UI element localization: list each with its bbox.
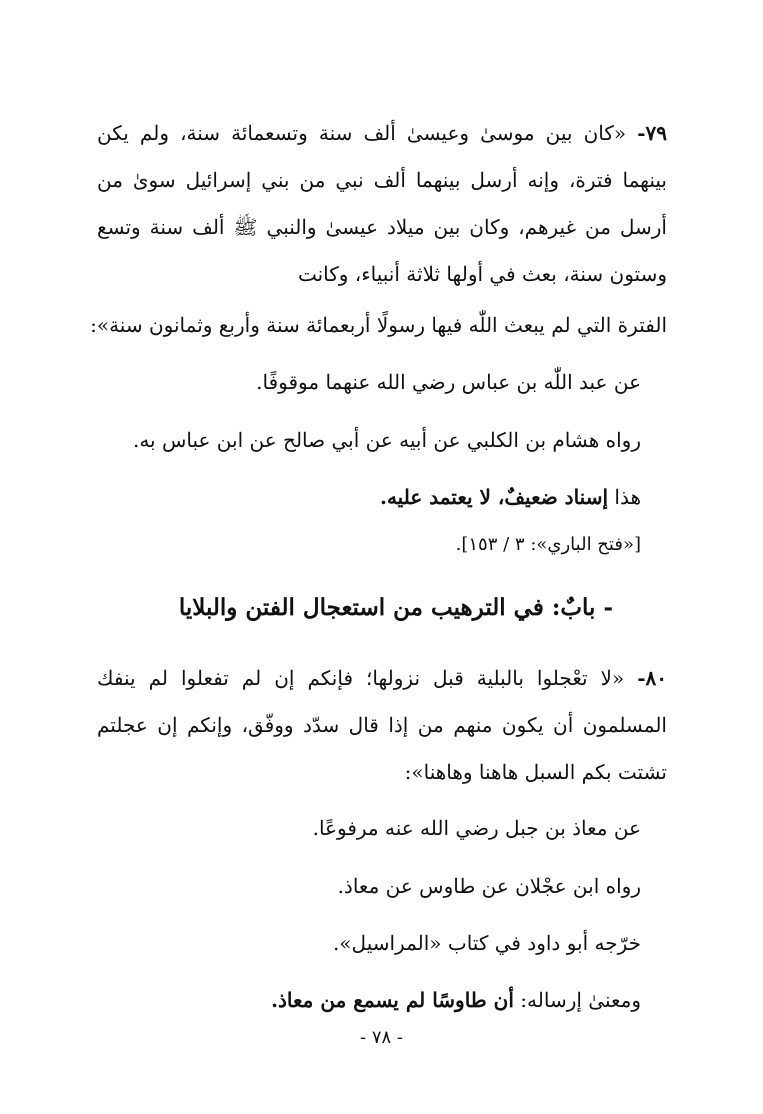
- hadith-79-text: «كان بين موسىٰ وعيسىٰ ألف سنة وتسعمائة سنة، ولم يكن بينهما فترة، وإنه أرسل بينهما ألف نبي من بني إسرائيل سوىٰ من أرسل من غيرهم، وكان بين ميلاد عيسىٰ والنبي ﷺ ألف سنة وتسع وستون سنة، بعث في أولها ثلاثة أنبياء، وكانت: [97, 121, 667, 286]
- hadith-79-verdict: [71, 482, 667, 512]
- hadith-79-chain: رواه هشام بن الكلبي عن أبيه عن أبي صالح عن ابن عباس به.: [132, 428, 641, 452]
- hadith-79-number: ٧٩-: [637, 121, 668, 145]
- meaning-lead: ومعنىٰ إرساله:: [520, 988, 641, 1012]
- hadith-79-paragraph: [97, 110, 667, 298]
- chapter-label: بابٌ:: [551, 594, 596, 621]
- hadith-80-paragraph: [97, 655, 667, 796]
- hadith-79-continuation: الفترة التي لم يبعث اللّٰه فيها رسولًا أربعمائة سنة وأربع وثمانون سنة»:: [90, 313, 667, 337]
- hadith-80-text: «لا تعْجلوا بالبلية قبل نزولها؛ فإنكم إن لم تفعلوا لم ينفك المسلمون أن يكون منهم من إذا قال سدّد ووفّق، وإنكم إن عجلتم تشتت بكم السبل هاهنا وهاهنا»:: [97, 666, 667, 784]
- chapter-title: في الترهيب من استعجال الفتن والبلايا: [178, 594, 544, 621]
- hadith-80-chain: رواه ابن عجْلان عن طاوس عن معاذ.: [337, 874, 641, 898]
- hadith-79-narrator: عن عبد اللّٰه بن عباس رضي الله عنهما موقوفًا.: [256, 370, 641, 394]
- hadith-80-source: خرّجه أبو داود في كتاب «المراسيل».: [332, 931, 641, 955]
- hadith-80-number: ٨٠-: [637, 666, 667, 690]
- meaning-bold: أن طاوسًا لم يسمع من معاذ.: [271, 988, 514, 1012]
- chapter-heading: [153, 592, 613, 624]
- verdict-bold: إسناد ضعيفٌ، لا يعتمد عليه.: [380, 485, 609, 509]
- chapter-dash: -: [603, 594, 613, 621]
- page-number: - ٧٨ -: [360, 1027, 403, 1048]
- verdict-lead: هذا: [614, 485, 641, 509]
- hadith-80-meaning: [71, 985, 667, 1015]
- hadith-80-narrator: عن معاذ بن جبل رضي الله عنه مرفوعًا.: [312, 816, 641, 840]
- hadith-79-reference: [«فتح الباري»: ٣ / ١٥٣].: [455, 534, 641, 555]
